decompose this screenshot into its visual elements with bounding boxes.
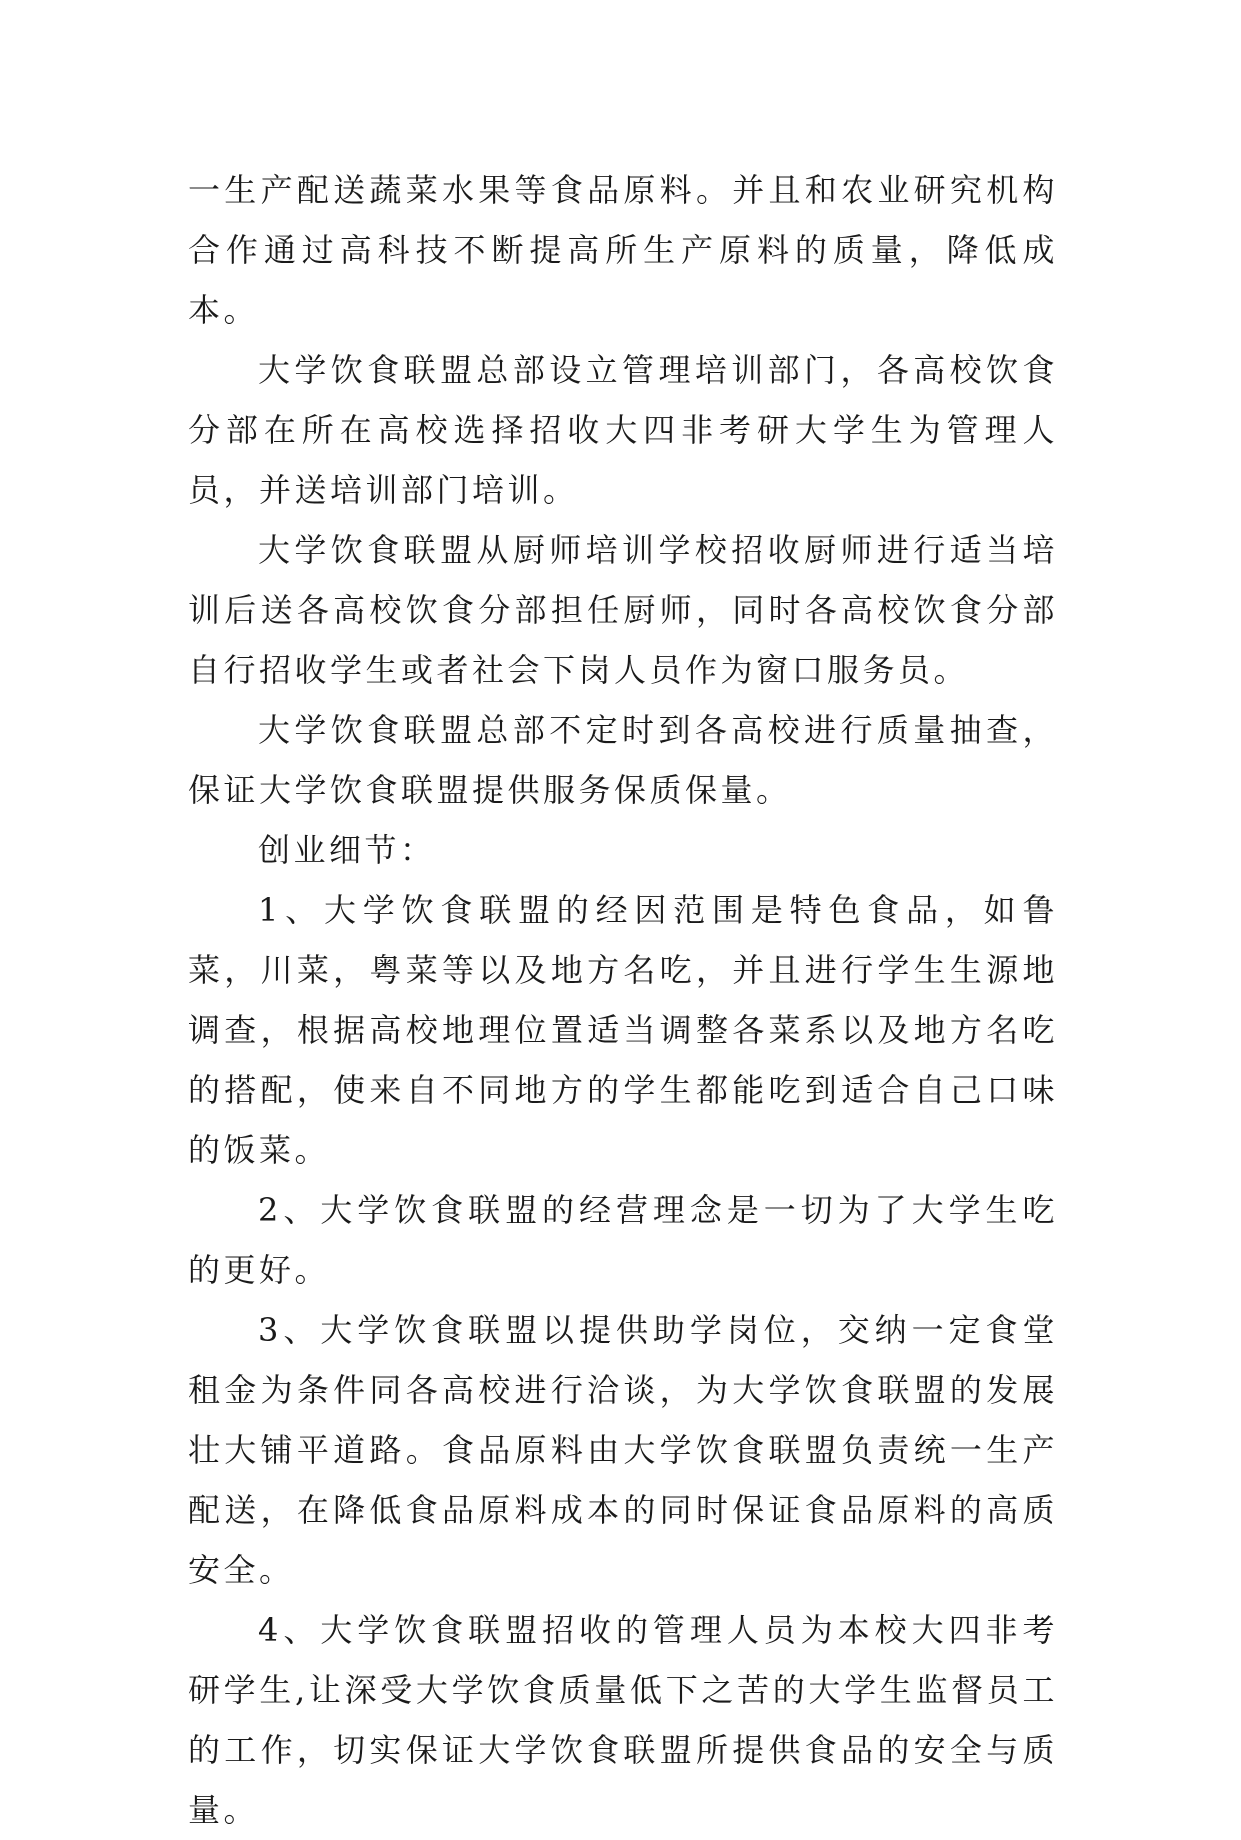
paragraph-3: 大学饮食联盟从厨师培训学校招收厨师进行适当培训后送各高校饮食分部担任厨师，同时各高校饮食分部自行招收学生或者社会下岗人员作为窗口服务员。: [188, 531, 1058, 689]
list-item-4: 4、大学饮食联盟招收的管理人员为本校大四非考研学生,让深受大学饮食质量低下之苦的大学生监督员工的工作，切实保证大学饮食联盟所提供食品的安全与质量。: [188, 1611, 1058, 1829]
list-item-1: 1、大学饮食联盟的经因范围是特色食品，如鲁菜，川菜，粤菜等以及地方名吃，并且进行学生生源地调查，根据高校地理位置适当调整各菜系以及地方名吃的搭配，使来自不同地方的学生都能吃到适合自己口味的饭菜。: [188, 891, 1058, 1169]
paragraph-4: 大学饮食联盟总部不定时到各高校进行质量抽查，保证大学饮食联盟提供服务保质保量。: [188, 711, 1058, 809]
paragraph-1: 一生产配送蔬菜水果等食品原料。并且和农业研究机构合作通过高科技不断提高所生产原料的质量，降低成本。: [188, 171, 1058, 329]
section-heading-startup-details: 创业细节：: [258, 831, 436, 869]
list-item-2: 2、大学饮食联盟的经营理念是一切为了大学生吃的更好。: [188, 1191, 1058, 1289]
list-item-3: 3、大学饮食联盟以提供助学岗位，交纳一定食堂租金为条件同各高校进行洽谈，为大学饮食联盟的发展壮大铺平道路。食品原料由大学饮食联盟负责统一生产配送，在降低食品原料成本的同时保证食品原料的高质安全。: [188, 1311, 1058, 1589]
document-body: [188, 160, 1058, 1840]
paragraph-2: 大学饮食联盟总部设立管理培训部门，各高校饮食分部在所在高校选择招收大四非考研大学生为管理人员，并送培训部门培训。: [188, 351, 1058, 509]
